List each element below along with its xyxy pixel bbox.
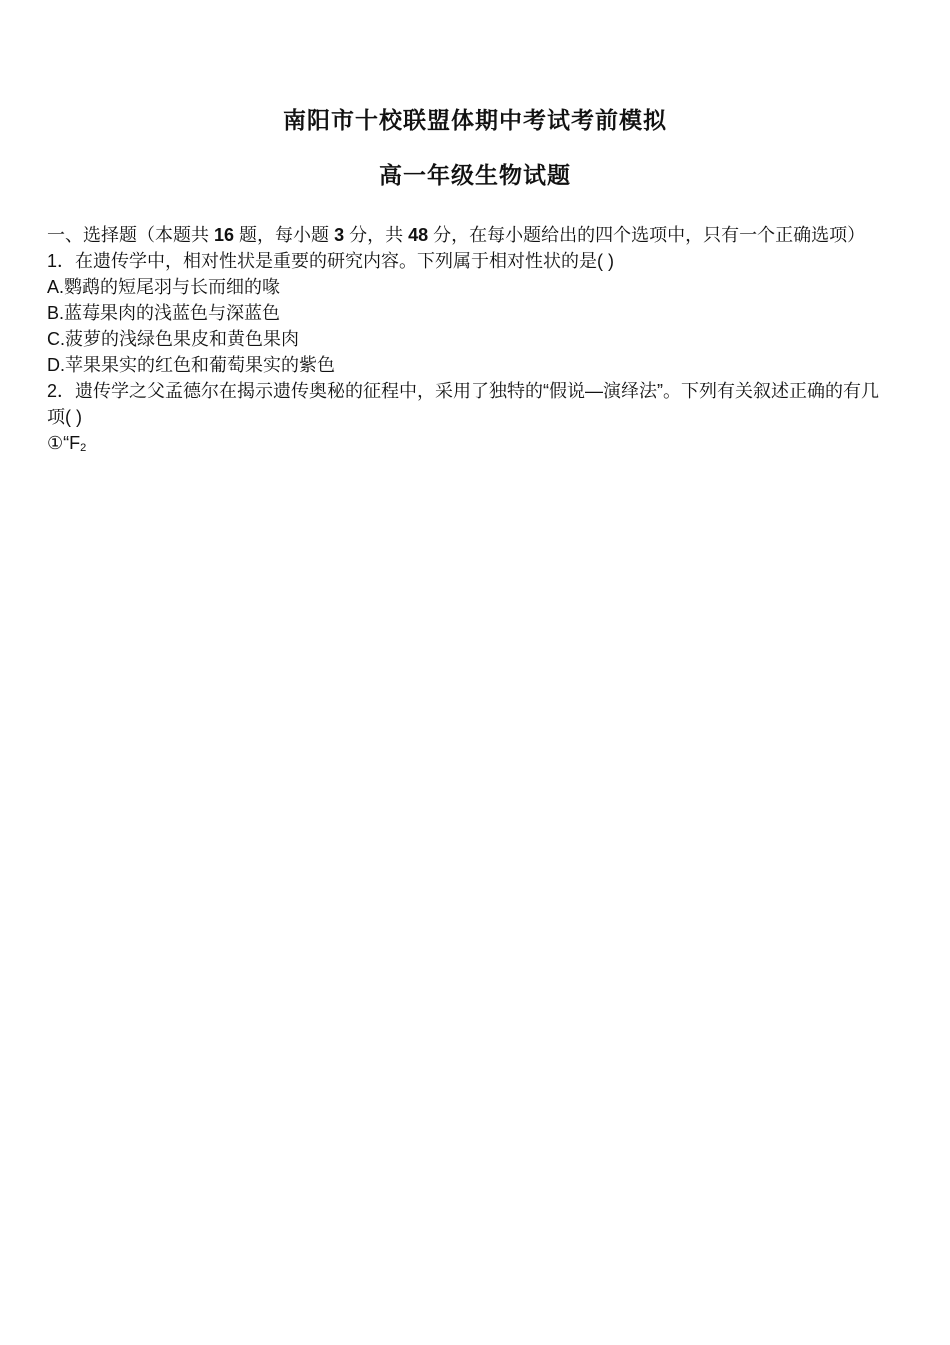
total-points: 48 xyxy=(408,225,429,245)
question-1-option-d: D.苹果果实的红色和葡萄果实的紫色 xyxy=(47,355,335,375)
question-1-option-a: A.鹦鹉的短尾羽与长而细的喙 xyxy=(47,277,281,297)
question-2-item-1 xyxy=(47,430,887,461)
question-count: 16 xyxy=(214,225,235,245)
instructions-text-2: 题，每小题 xyxy=(234,225,335,245)
exam-subtitle: 高一年级生物试题 xyxy=(379,162,571,189)
question-2-item-1-text: ①“F xyxy=(47,433,81,453)
points-per-question: 3 xyxy=(334,225,345,245)
instructions-text-1: 一、选择题（本题共 xyxy=(47,225,215,245)
question-2-item-1-subscript: 2 xyxy=(80,442,87,454)
question-1-stem: 1．在遗传学中，相对性状是重要的研究内容。下列属于相对性状的是( ) xyxy=(47,251,614,271)
question-2-stem: 2．遗传学之父孟德尔在揭示遗传奥秘的征程中，采用了独特的“假说—演绎法”。下列有关叙述正确的有几项( ) xyxy=(47,381,879,427)
question-1-option-c: C.菠萝的浅绿色果皮和黄色果肉 xyxy=(47,329,299,349)
section-instructions xyxy=(47,222,887,248)
exam-title: 南阳市十校联盟体期中考试考前模拟 xyxy=(283,107,667,134)
instructions-text-4: 分，在每小题给出的四个选项中，只有一个正确选项） xyxy=(428,225,866,245)
document-body xyxy=(47,222,887,461)
question-1-option-b: B.蓝莓果肉的浅蓝色与深蓝色 xyxy=(47,303,281,323)
instructions-text-3: 分，共 xyxy=(344,225,409,245)
